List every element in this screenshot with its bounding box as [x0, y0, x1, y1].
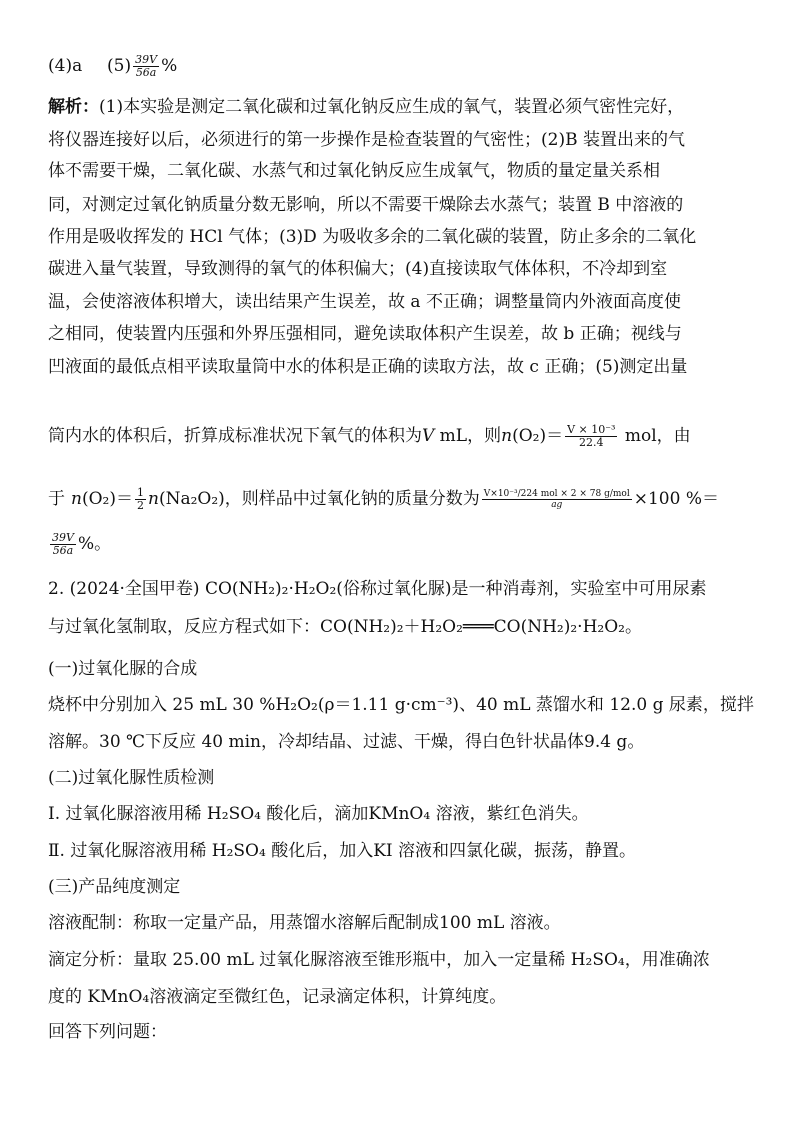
q2-section-1-line-2: 溶解。30 ℃下反应 40 min，冷却结晶、过滤、干燥，得白色针状晶体9.4 g。 [48, 732, 645, 752]
answer-5-label: (5) [107, 56, 132, 76]
l11-text-c: (Na₂O₂)，则样品中过氧化钠的质量分数为 [158, 489, 480, 509]
l12-fraction: $\frac{39V}{56a}$ [52, 531, 74, 557]
analysis-line-1 [48, 96, 684, 118]
analysis-text-1: (1)本实验是测定二氧化碳和过氧化钠反应生成的氧气，装置必须气密性完好， [99, 97, 685, 117]
answer-5-percent: % [161, 56, 178, 76]
analysis-line-2: 将仪器连接好以后，必须进行的第一步操作是检查装置的气密性；(2)B 装置出来的气 [48, 130, 685, 150]
l10-var-v: V [422, 426, 435, 446]
analysis-line-7: 温，会使溶液体积增大，读出结果产生误差，故 a 不正确；调整量筒内外液面高度使 [48, 292, 681, 312]
analysis-line-12 [48, 487, 719, 512]
l11-half-fraction: $\frac{1}{2}$ [136, 486, 144, 512]
l10-var-n: n [501, 426, 513, 446]
l11-text-a: 于 [48, 489, 65, 509]
analysis-line-4: 同，对测定过氧化钠质量分数无影响，所以不需要干燥除去水蒸气；装置 B 中溶液的 [48, 195, 684, 215]
analysis-line-5: 作用是吸收挥发的 HCl 气体；(3)D 为吸收多余的二氧化碳的装置，防止多余的二氧化 [48, 227, 697, 247]
l11-text-d: ×100 %＝ [633, 489, 719, 509]
q2-section-2-line-2: Ⅱ. 过氧化脲溶液用稀 H₂SO₄ 酸化后，加入KI 溶液和四氯化碳，振荡，静置。 [48, 841, 637, 861]
q2-section-3-title: (三)产品纯度测定 [48, 877, 181, 897]
q2-line-2: 与过氧化氢制取，反应方程式如下：CO(NH₂)₂＋H₂O₂═══CO(NH₂)₂·H₂O₂。 [48, 617, 642, 637]
q2-section-1-title: (一)过氧化脲的合成 [48, 659, 198, 679]
l10-text-a: 筒内水的体积后，折算成标准状况下氧气的体积为 [48, 426, 422, 446]
q2-line-1: 2. (2024·全国甲卷) CO(NH₂)₂·H₂O₂(俗称过氧化脲)是一种消毒剂，实验室中可用尿素 [48, 579, 707, 599]
l11-var-n2: n [147, 489, 159, 509]
l10-fraction: $\frac{\text{V × 10⁻³}}{22.4}$ [567, 423, 616, 449]
q2-section-2-title: (二)过氧化脲性质检测 [48, 768, 215, 788]
analysis-line-8: 之相同，使装置内压强和外界压强相同，避免读取体积产生误差，故 b 正确；视线与 [48, 324, 682, 344]
q2-section-2-line-1: Ⅰ. 过氧化脲溶液用稀 H₂SO₄ 酸化后，滴加KMnO₄ 溶液，紫红色消失。 [48, 804, 589, 824]
l11-mass-fraction: $\frac{\text{V×10⁻³/224 mol × 2 × 78 g/mol}}{ag}$ [483, 489, 630, 510]
answer-5-fraction: $\frac{39V}{56a}$ [135, 53, 158, 79]
q2-section-3-line-3: 度的 KMnO₄溶液滴定至微红色，记录滴定体积，计算纯度。 [48, 987, 507, 1007]
l10-text-b: mL，则 [434, 426, 502, 446]
q2-section-1-line-1: 烧杯中分别加入 25 mL 30 %H₂O₂(ρ＝1.11 g·cm⁻³)、40 mL 蒸馏水和 12.0 g 尿素，搅拌 [48, 695, 754, 715]
l12-percent: %。 [77, 534, 112, 554]
analysis-line-9: 凹液面的最低点相平读取量筒中水的体积是正确的读取方法，故 c 正确；(5)测定出量 [48, 357, 688, 377]
q2-section-3-line-1: 溶液配制：称取一定量产品，用蒸馏水溶解后配制成100 mL 溶液。 [48, 913, 561, 933]
analysis-line-6: 碳进入量气装置，导致测得的氧气的体积偏大；(4)直接读取气体体积，不冷却到室 [48, 259, 668, 279]
l11-text-b: (O₂)＝ [81, 489, 133, 509]
q2-section-3-line-4: 回答下列问题： [48, 1022, 167, 1042]
analysis-line-3: 体不需要干燥，二氧化碳、水蒸气和过氧化钠反应生成氧气，物质的量定量关系相 [48, 161, 660, 181]
l10-text-c: (O₂)＝ [512, 426, 564, 446]
q2-section-3-line-2: 滴定分析：量取 25.00 mL 过氧化脲溶液至锥形瓶中，加入一定量稀 H₂SO₄，用准确浓 [48, 950, 710, 970]
analysis-line-11 [48, 424, 691, 449]
l11-var-n: n [71, 489, 82, 509]
l10-text-d: mol，由 [619, 426, 691, 446]
analysis-label: 解析： [48, 97, 99, 117]
analysis-line-13 [48, 532, 111, 557]
answer-line [48, 54, 177, 79]
answer-4: (4)a [48, 56, 83, 76]
